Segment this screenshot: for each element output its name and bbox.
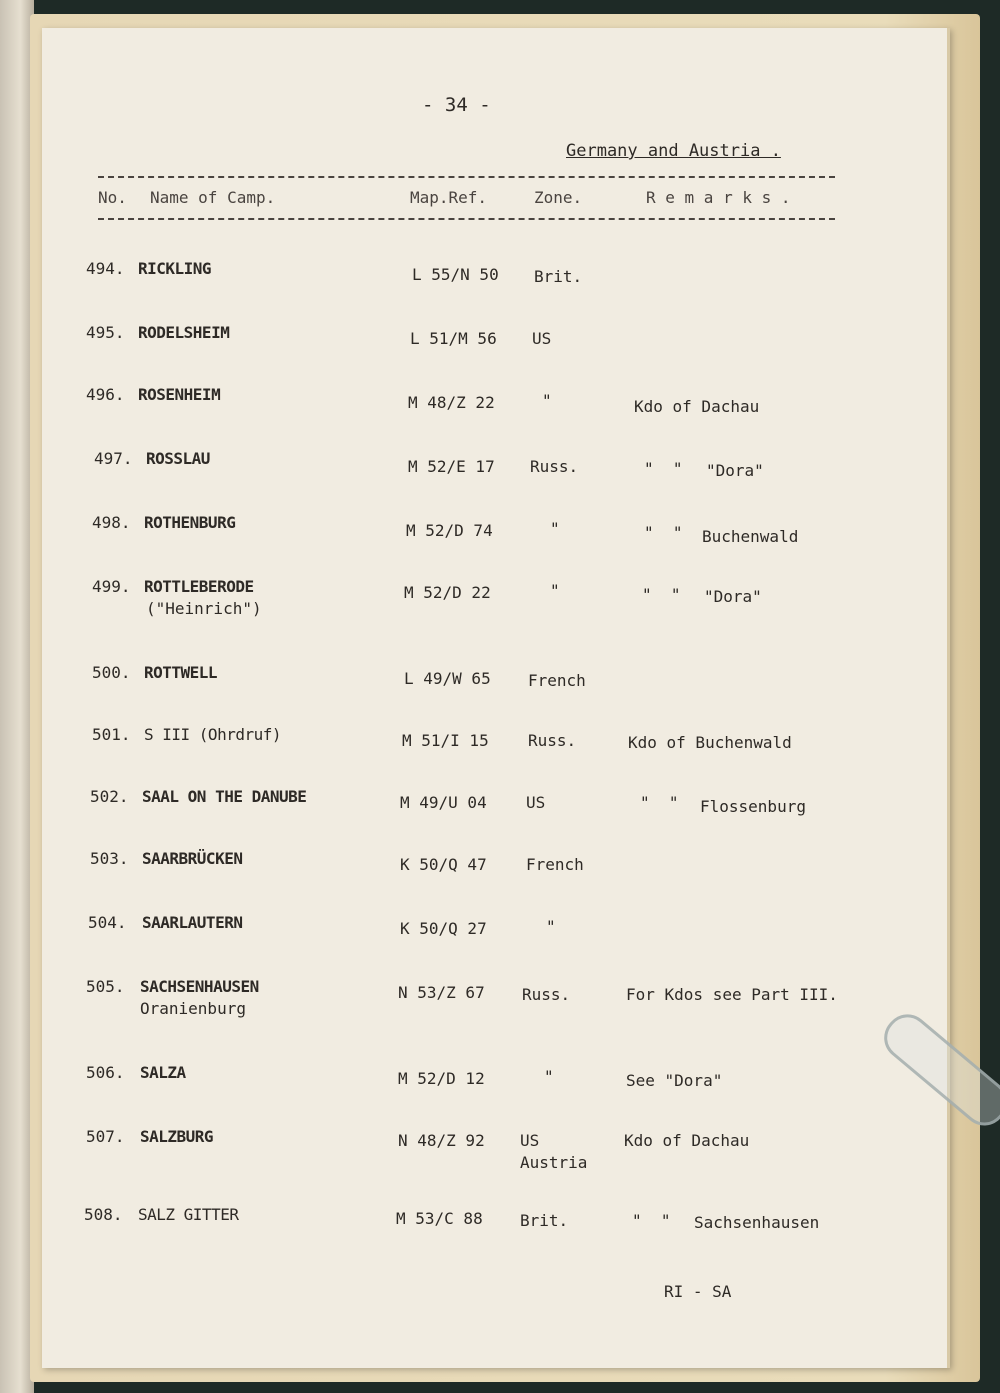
- camp-name: ROTTLEBERODE: [144, 577, 254, 596]
- row-number: 504.: [88, 913, 127, 932]
- zone: US: [520, 1131, 540, 1150]
- row-number: 496.: [86, 385, 125, 404]
- row-number: 499.: [92, 577, 131, 596]
- zone-line2: Austria: [520, 1153, 588, 1172]
- camp-name: ROSENHEIM: [138, 385, 221, 404]
- zone: ": [550, 581, 560, 600]
- camp-name: RICKLING: [138, 259, 212, 278]
- table-row: [42, 512, 947, 562]
- camp-name: ROTTWELL: [144, 663, 218, 682]
- camp-name: SALZ GITTER: [138, 1205, 239, 1224]
- camp-name: ROTHENBURG: [144, 513, 236, 532]
- remarks: For Kdos see Part III.: [626, 985, 838, 1004]
- table-row: [42, 848, 947, 898]
- table-row: [42, 448, 947, 498]
- map-ref: N 48/Z 92: [398, 1131, 485, 1150]
- row-number: 501.: [92, 725, 131, 744]
- table-row: [42, 1062, 947, 1112]
- zone: Russ.: [528, 731, 577, 750]
- camp-name: RODELSHEIM: [138, 323, 230, 342]
- footer-range: RI - SA: [664, 1282, 732, 1301]
- header-no: No.: [98, 188, 127, 207]
- table-row: [42, 1126, 947, 1176]
- table-row: [42, 912, 947, 962]
- zone: US: [526, 793, 546, 812]
- zone: French: [528, 671, 586, 690]
- header-map: Map.Ref.: [410, 188, 488, 207]
- map-ref: K 50/Q 47: [400, 855, 487, 874]
- zone: Brit.: [520, 1211, 569, 1230]
- header-remarks: R e m a r k s .: [646, 188, 791, 207]
- table-row: [42, 1204, 947, 1254]
- map-ref: M 48/Z 22: [408, 393, 495, 412]
- camp-name: SAAL ON THE DANUBE: [142, 787, 307, 806]
- camp-name: S III (Ohrdruf): [144, 725, 281, 744]
- camp-name: SACHSENHAUSEN: [140, 977, 259, 996]
- remarks: "Dora": [704, 587, 762, 606]
- row-number: 503.: [90, 849, 129, 868]
- table-row: [42, 724, 947, 774]
- row-number: 505.: [86, 977, 125, 996]
- map-ref: L 55/N 50: [412, 265, 499, 284]
- table-row: [42, 576, 947, 626]
- camp-name: SALZBURG: [140, 1127, 214, 1146]
- map-ref: L 51/M 56: [410, 329, 497, 348]
- map-ref: M 51/I 15: [402, 731, 489, 750]
- table-row: [42, 786, 947, 836]
- remarks: Flossenburg: [700, 797, 806, 816]
- header-rule-top: [98, 176, 835, 178]
- ditto-marks: " ": [632, 1211, 671, 1230]
- table-row: [42, 258, 947, 308]
- row-number: 506.: [86, 1063, 125, 1082]
- camp-subname: ("Heinrich"): [146, 599, 262, 618]
- row-number: 502.: [90, 787, 129, 806]
- row-number: 508.: [84, 1205, 123, 1224]
- ditto-marks: " ": [644, 523, 683, 542]
- row-number: 498.: [92, 513, 131, 532]
- map-ref: M 53/C 88: [396, 1209, 483, 1228]
- table-row: [42, 662, 947, 712]
- map-ref: L 49/W 65: [404, 669, 491, 688]
- remarks: Kdo of Dachau: [634, 397, 760, 416]
- remarks: Kdo of Buchenwald: [628, 733, 792, 752]
- ditto-marks: " ": [642, 585, 681, 604]
- map-ref: M 52/D 74: [406, 521, 493, 540]
- camp-name: SAARBRÜCKEN: [142, 849, 243, 868]
- map-ref: M 49/U 04: [400, 793, 487, 812]
- book-binding: [0, 0, 34, 1393]
- zone: ": [546, 917, 556, 936]
- map-ref: K 50/Q 27: [400, 919, 487, 938]
- map-ref: M 52/E 17: [408, 457, 495, 476]
- camp-name: SALZA: [140, 1063, 186, 1082]
- section-title: Germany and Austria .: [566, 141, 781, 161]
- document-page: [42, 28, 950, 1368]
- remarks: Kdo of Dachau: [624, 1131, 750, 1150]
- zone: ": [550, 519, 560, 538]
- table-row: [42, 976, 947, 1026]
- zone: Russ.: [530, 457, 579, 476]
- table-row: [42, 322, 947, 372]
- header-zone: Zone.: [534, 188, 583, 207]
- zone: French: [526, 855, 584, 874]
- row-number: 495.: [86, 323, 125, 342]
- ditto-marks: " ": [640, 793, 679, 812]
- page-number: - 34 -: [422, 94, 491, 116]
- header-name: Name of Camp.: [150, 188, 276, 207]
- camp-name: SAARLAUTERN: [142, 913, 243, 932]
- remarks: Buchenwald: [702, 527, 799, 546]
- table-row: [42, 384, 947, 434]
- map-ref: N 53/Z 67: [398, 983, 485, 1002]
- ditto-marks: " ": [644, 459, 683, 478]
- zone: ": [544, 1067, 554, 1086]
- row-number: 497.: [94, 449, 133, 468]
- zone: ": [542, 391, 552, 410]
- map-ref: M 52/D 22: [404, 583, 491, 602]
- row-number: 494.: [86, 259, 125, 278]
- row-number: 500.: [92, 663, 131, 682]
- zone: Brit.: [534, 267, 583, 286]
- zone: Russ.: [522, 985, 571, 1004]
- row-number: 507.: [86, 1127, 125, 1146]
- zone: US: [532, 329, 552, 348]
- remarks: "Dora": [706, 461, 764, 480]
- camp-subname: Oranienburg: [140, 999, 246, 1018]
- header-rule-bottom: [98, 218, 835, 220]
- remarks: Sachsenhausen: [694, 1213, 820, 1232]
- camp-name: ROSSLAU: [146, 449, 210, 468]
- remarks: See "Dora": [626, 1071, 723, 1090]
- map-ref: M 52/D 12: [398, 1069, 485, 1088]
